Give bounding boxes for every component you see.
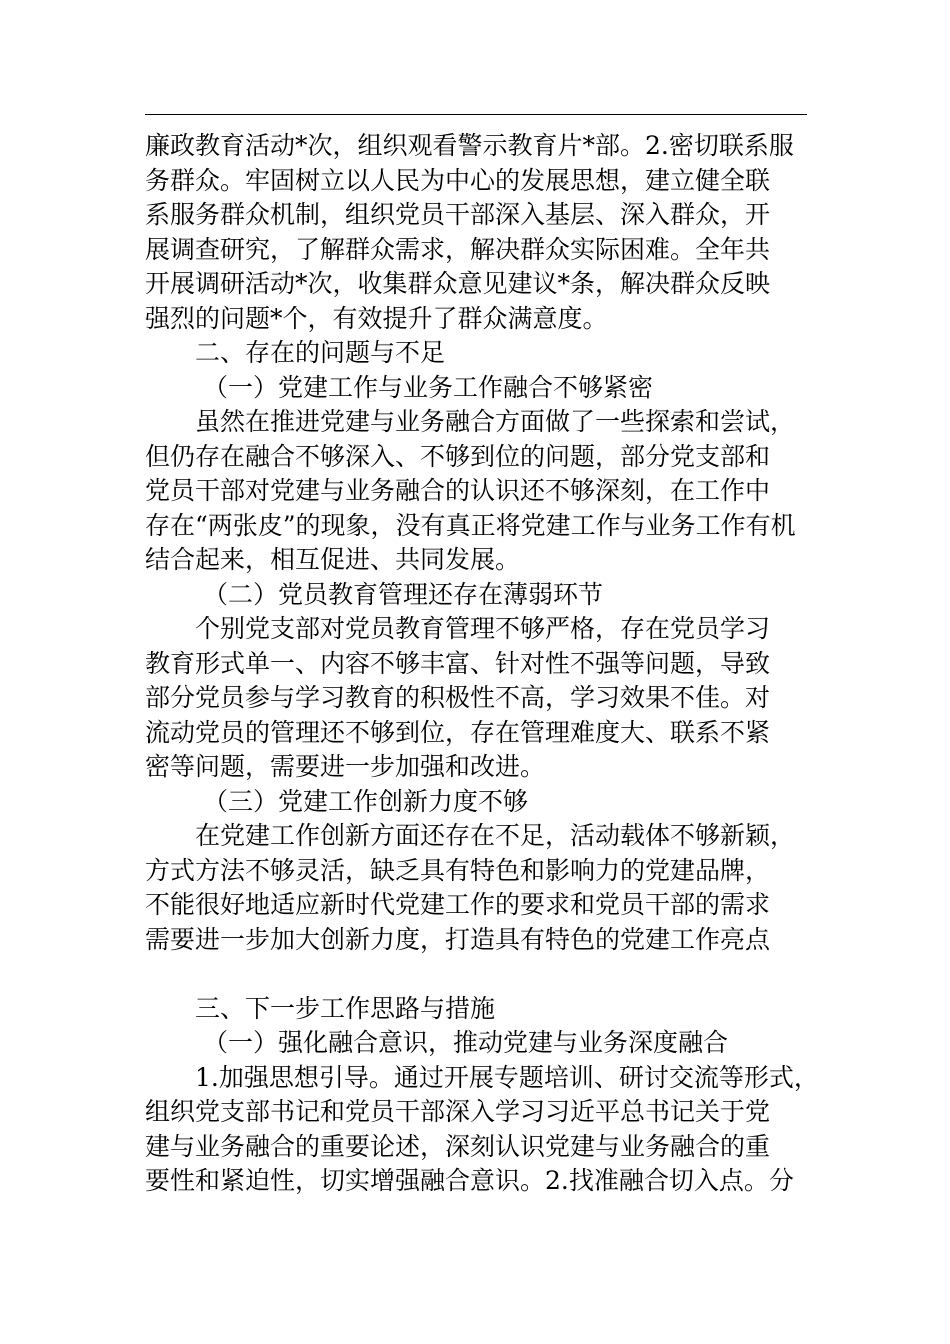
text-line: 密等问题，需要进一步加强和改进。 — [145, 752, 546, 781]
text-line: 结合起来，相互促进、共同发展。 — [145, 545, 521, 574]
text-line: 开展调研活动*次，收集群众意见建议*条，解决群众反映 — [145, 269, 771, 298]
text-line: 1.加强思想引导。通过开展专题培训、研讨交流等形式， — [195, 1062, 819, 1092]
text-line: 但仍存在融合不够深入、不够到位的问题，部分党支部和 — [145, 441, 771, 471]
text-line: （一）强化融合意识，推动党建与业务深度融合 — [203, 1028, 729, 1057]
text-line: 个别党支部对党员教育管理不够严格，存在党员学习 — [195, 614, 771, 643]
text-line: 三、下一步工作思路与措施 — [195, 993, 496, 1023]
text-line: 党员干部对党建与业务融合的认识还不够深刻，在工作中 — [145, 476, 771, 505]
header-rule — [145, 114, 807, 115]
text-line: 务群众。牢固树立以人民为中心的发展思想，建立健全联 — [145, 165, 771, 195]
text-line: （一）党建工作与业务工作融合不够紧密 — [203, 372, 654, 402]
text-line: （二）党员教育管理还存在薄弱环节 — [203, 579, 604, 609]
text-line: 部分党员参与学习教育的积极性不高，学习效果不佳。对 — [145, 683, 771, 712]
text-line: 要性和紧迫性，切实增强融合意识。2.找准融合切入点。分 — [145, 1166, 794, 1195]
text-line: 流动党员的管理还不够到位，存在管理难度大、联系不紧 — [145, 717, 771, 747]
text-line: 二、存在的问题与不足 — [195, 338, 446, 367]
blank-line — [145, 957, 807, 992]
text-line: 建与业务融合的重要论述，深刻认识党建与业务融合的重 — [145, 1131, 771, 1161]
text-line: 展调查研究，了解群众需求，解决群众实际困难。全年共 — [145, 234, 771, 264]
text-line: 在党建工作创新方面还存在不足，活动载体不够新颖， — [195, 821, 796, 850]
text-line: 教育形式单一、内容不够丰富、针对性不强等问题，导致 — [145, 648, 771, 678]
text-line: 虽然在推进党建与业务融合方面做了一些探索和尝试， — [195, 407, 796, 436]
text-line: 系服务群众机制，组织党员干部深入基层、深入群众，开 — [145, 200, 771, 229]
text-line: 需要进一步加大创新力度，打造具有特色的党建工作亮点 — [145, 924, 771, 954]
text-line: 存在“两张皮”的现象，没有真正将党建工作与业务工作有机 — [145, 510, 796, 540]
document-body — [145, 129, 819, 1199]
text-line: 廉政教育活动*次，组织观看警示教育片*部。2.密切联系服 — [145, 131, 794, 160]
text-line: 组织党支部书记和党员干部深入学习习近平总书记关于党 — [145, 1097, 771, 1126]
text-line: （三）党建工作创新力度不够 — [203, 786, 529, 816]
text-line: 强烈的问题*个，有效提升了群众满意度。 — [145, 303, 608, 333]
text-line: 不能很好地适应新时代党建工作的要求和党员干部的需求 — [145, 890, 771, 919]
text-line: 方式方法不够灵活，缺乏具有特色和影响力的党建品牌， — [145, 855, 771, 885]
